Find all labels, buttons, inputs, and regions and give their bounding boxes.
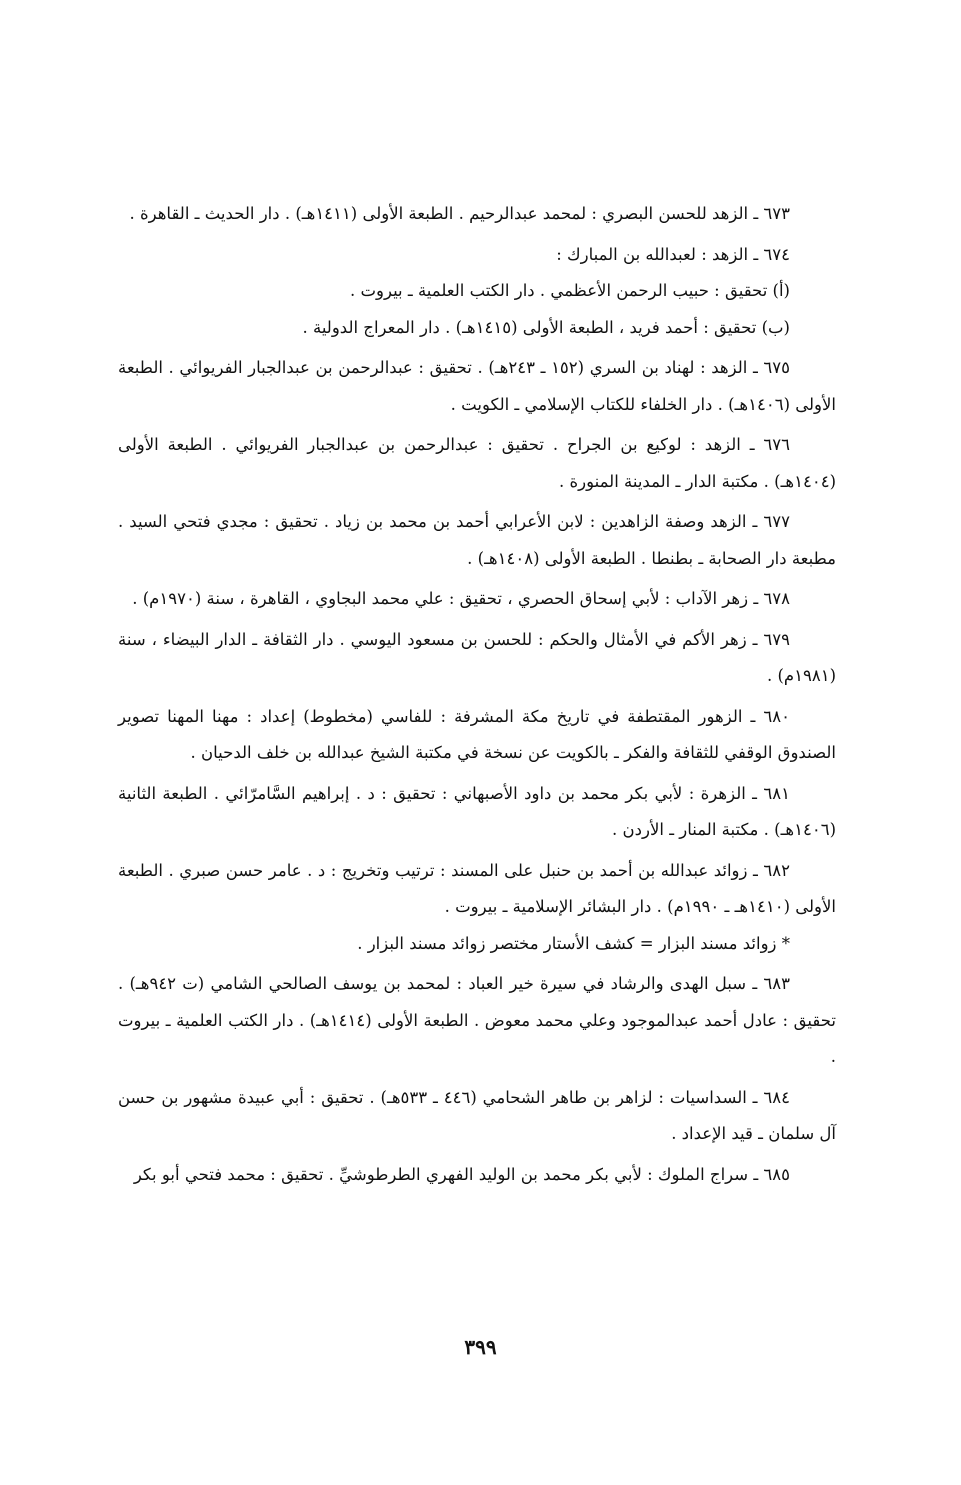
- bibliography-subentry-674-a: (أ) تحقيق : حبيب الرحمن الأعظمي . دار الكتب العلمية ـ بيروت .: [349, 281, 790, 300]
- bibliography-entry-673: ٦٧٣ ـ الزهد للحسن البصري : لمحمد عبدالرحيم . الطبعة الأولى (١٤١١هـ) . دار الحديث ـ القاهرة .: [129, 204, 790, 223]
- bibliography-entry-674: ٦٧٤ ـ الزهد : لعبدالله بن المبارك :: [556, 244, 790, 264]
- bibliography-entry-677: ٦٧٧ ـ الزهد وصفة الزاهدين : لابن الأعرابي أحمد بن محمد بن زياد . تحقيق : مجدي فتحي السيد . مطبعة دار الصحابة ـ بطنطا . الطبعة الأولى (١٤٠٨هـ) .: [118, 512, 836, 568]
- bibliography-subentry-674-b: (ب) تحقيق : أحمد فريد ، الطبعة الأولى (١٤١٥هـ) . دار المعراج الدولية .: [302, 317, 790, 337]
- bibliography-entry-680: ٦٨٠ ـ الزهور المقتطفة في تاريخ مكة المشرفة : للفاسي (مخطوط) إعداد : مهنا المهنا تصوير الصندوق الوقفي للثقافة والفكر ـ بالكويت عن نسخة في مكتبة الشيخ عبدالله بن خلف الدحيان .: [118, 706, 836, 762]
- bibliography-entry-684: ٦٨٤ ـ السداسيات : لزاهر بن طاهر الشحامي (٤٤٦ ـ ٥٣٣هـ) . تحقيق : أبي عبيدة مشهور بن حسن آل سلمان ـ قيد الإعداد .: [118, 1087, 836, 1143]
- bibliography-entry-681: ٦٨١ ـ الزهرة : لأبي بكر محمد بن داود الأصبهاني : تحقيق : د . إبراهيم السَّامرّائي . الطبعة الثانية (١٤٠٦هـ) . مكتبة المنار ـ الأردن .: [118, 783, 836, 839]
- bibliography-entry-678: ٦٧٨ ـ زهر الآداب : لأبي إسحاق الحصري ، تحقيق : علي محمد البجاوي ، القاهرة ، سنة (١٩٧٠م) .: [132, 589, 790, 608]
- bibliography-entry-682: ٦٨٢ ـ زوائد عبدالله بن أحمد بن حنبل على المسند : ترتيب وتخريج : د . عامر حسن صبري . الطبعة الأولى (١٤١٠هـ ـ ١٩٩٠م) . دار البشائر الإسلامية ـ بيروت .: [118, 860, 836, 916]
- bibliography-list: [118, 196, 836, 1197]
- bibliography-entry-683: ٦٨٣ ـ سبل الهدى والرشاد في سيرة خير العباد : لمحمد بن يوسف الصالحي الشامي (ت ٩٤٢هـ) . تحقيق : عادل أحمد عبدالموجود وعلي محمد معوض . الطبعة الأولى (١٤١٤هـ) . دار الكتب العلمية ـ بيروت .: [118, 974, 836, 1066]
- bibliography-entry-679: ٦٧٩ ـ زهر الأكم في الأمثال والحكم : للحسن بن مسعود اليوسي . دار الثقافة ـ الدار البيضاء ، سنة (١٩٨١م) .: [118, 629, 836, 685]
- page-number: ٣٩٩: [464, 1335, 497, 1359]
- cross-reference-note: * زوائد مسند البزار = كشف الأستار مختصر زوائد مسند البزار .: [357, 933, 790, 953]
- bibliography-entry-675: ٦٧٥ ـ الزهد : لهناد بن السري (١٥٢ ـ ٢٤٣هـ) . تحقيق : عبدالرحمن بن عبدالجبار الفريوائي . الطبعة الأولى (١٤٠٦هـ) . دار الخلفاء للكتاب الإسلامي ـ الكويت .: [118, 358, 836, 414]
- bibliography-entry-676: ٦٧٦ ـ الزهد : لوكيع بن الجراح . تحقيق : عبدالرحمن بن عبدالجبار الفريوائي . الطبعة الأولى (١٤٠٤هـ) . مكتبة الدار ـ المدينة المنورة .: [118, 435, 836, 491]
- bibliography-entry-685: ٦٨٥ ـ سراج الملوك : لأبي بكر محمد بن الوليد الفهري الطرطوشيِّ . تحقيق : محمد فتحي أبو بكر: [133, 1164, 790, 1184]
